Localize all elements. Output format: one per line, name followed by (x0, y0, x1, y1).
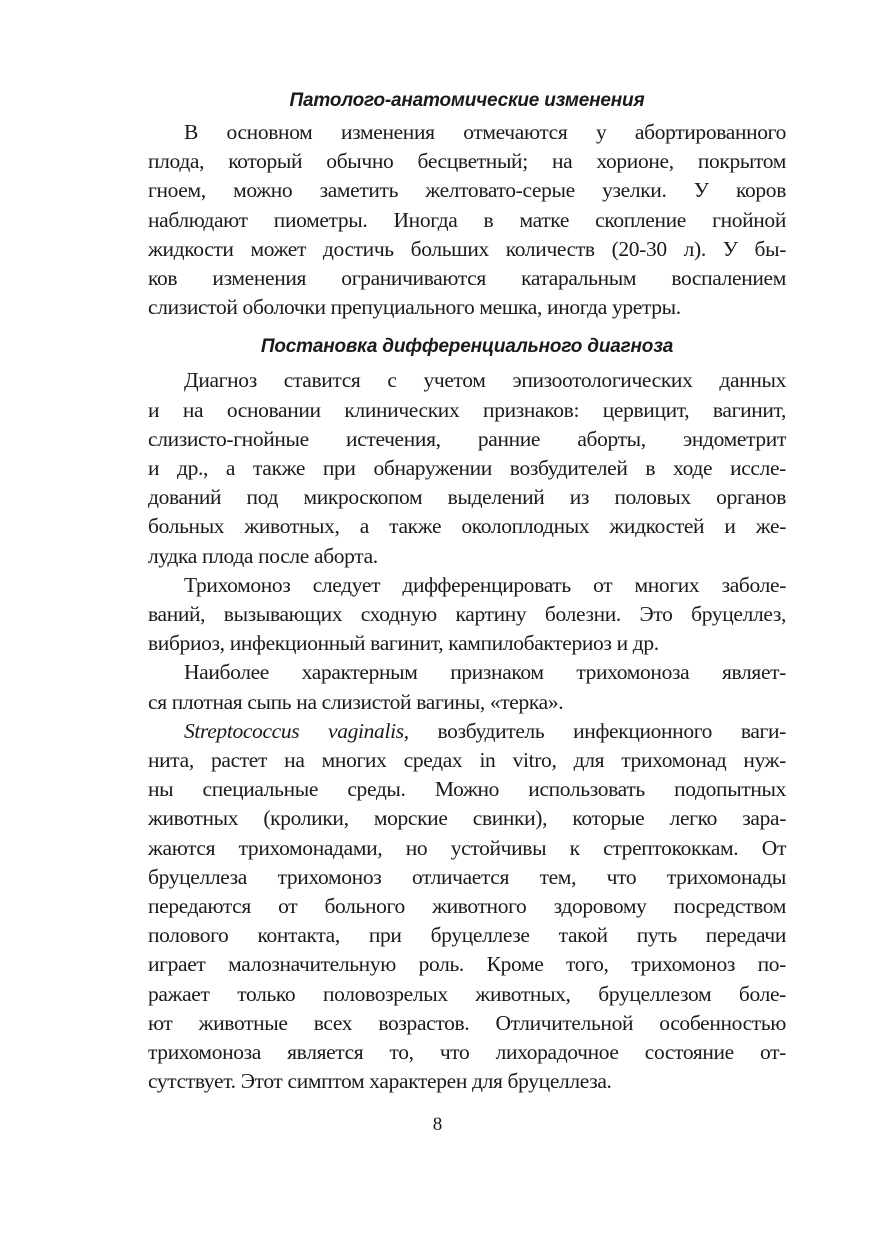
text-line: нита, растет на многих средах in vitro, для трихомонад нуж- (148, 748, 786, 773)
text-line: полового контакта, при бруцеллезе такой путь передачи (148, 923, 786, 948)
text-line: больных животных, а также околоплодных жидкостей и же- (148, 514, 786, 539)
text-line: слизисто-гнойные истечения, ранние аборты, эндометрит (148, 426, 786, 451)
text-line: лудка плода после аборта. (148, 543, 378, 568)
paragraph-diagnosis-4 (148, 717, 786, 1097)
text-line: Наиболее характерным признаком трихомоноза являет- (184, 660, 786, 685)
text-line: плода, который обычно бесцветный; на хорионе, покрытом (148, 149, 786, 174)
text-line: бруцеллеза трихомоноз отличается тем, что трихомонады (148, 864, 786, 889)
text-line: ражает только половозрелых животных, бруцеллезом боле- (148, 981, 786, 1006)
text-line: ваний, вызывающих сходную картину болезни. Это бруцеллез, (148, 602, 786, 627)
text-line: ны специальные среды. Можно использовать подопытных (148, 777, 786, 802)
paragraph-diagnosis-1 (148, 366, 786, 570)
text-line: В основном изменения отмечаются у абортированного (184, 120, 786, 144)
paragraph-diagnosis-2 (148, 571, 786, 659)
text-line: дований под микроскопом выделений из половых органов (148, 485, 786, 510)
text-line: Диагноз ставится с учетом эпизоотологических данных (184, 368, 786, 393)
text-line: передаются от больного животного здоровому посредством (148, 894, 786, 919)
text-line: вибриоз, инфекционный вагинит, кампилобактериоз и др. (148, 631, 659, 656)
text-line: ся плотная сыпь на слизистой вагины, «терка». (148, 689, 564, 714)
text-line: и др., а также при обнаружении возбудителей в ходе иссле- (148, 456, 786, 481)
page-body (148, 88, 786, 1097)
text-line: Трихомоноз следует дифференцировать от многих заболе- (184, 572, 786, 597)
text-line: наблюдают пиометры. Иногда в матке скопление гнойной (148, 207, 786, 232)
section-heading-diagnosis: Постановка дифференциального диагноза (260, 336, 674, 358)
text-line: и на основании клинических признаков: цервицит, вагинит, (148, 397, 786, 422)
paragraph-diagnosis-3 (148, 658, 786, 716)
text-line: гноем, можно заметить желтовато-серые узелки. У коров (148, 178, 786, 203)
text-line: слизистой оболочки препуциального мешка, иногда уретры. (148, 295, 681, 320)
text-line: жидкости может достичь больших количеств (20-30 л). У бы- (148, 236, 786, 261)
text-line (148, 717, 786, 746)
text-line: сутствует. Этот симптом характерен для бруцеллеза. (148, 1069, 612, 1094)
text-line: жаются трихомонадами, но устойчивы к стрептококкам. От (148, 835, 786, 860)
text-line: животных (кролики, морские свинки), которые легко зара- (148, 806, 786, 831)
page-number: 8 (432, 1114, 443, 1135)
text-line: ют животные всех возрастов. Отличительной особенностью (148, 1010, 786, 1035)
text-line: ков изменения ограничиваются катаральным воспалением (148, 266, 786, 291)
paragraph-pathology (148, 118, 786, 322)
text-line: трихомоноза является то, что лихорадочное состояние от- (148, 1040, 786, 1065)
text-line: играет малозначительную роль. Кроме того, трихомоноз по- (148, 952, 786, 977)
species-name: Streptococcus vaginalis (184, 718, 404, 743)
section-heading-pathology: Патолого-анатомические изменения (289, 90, 645, 111)
text-fragment: , возбудитель инфекционного ваги- (403, 718, 786, 743)
